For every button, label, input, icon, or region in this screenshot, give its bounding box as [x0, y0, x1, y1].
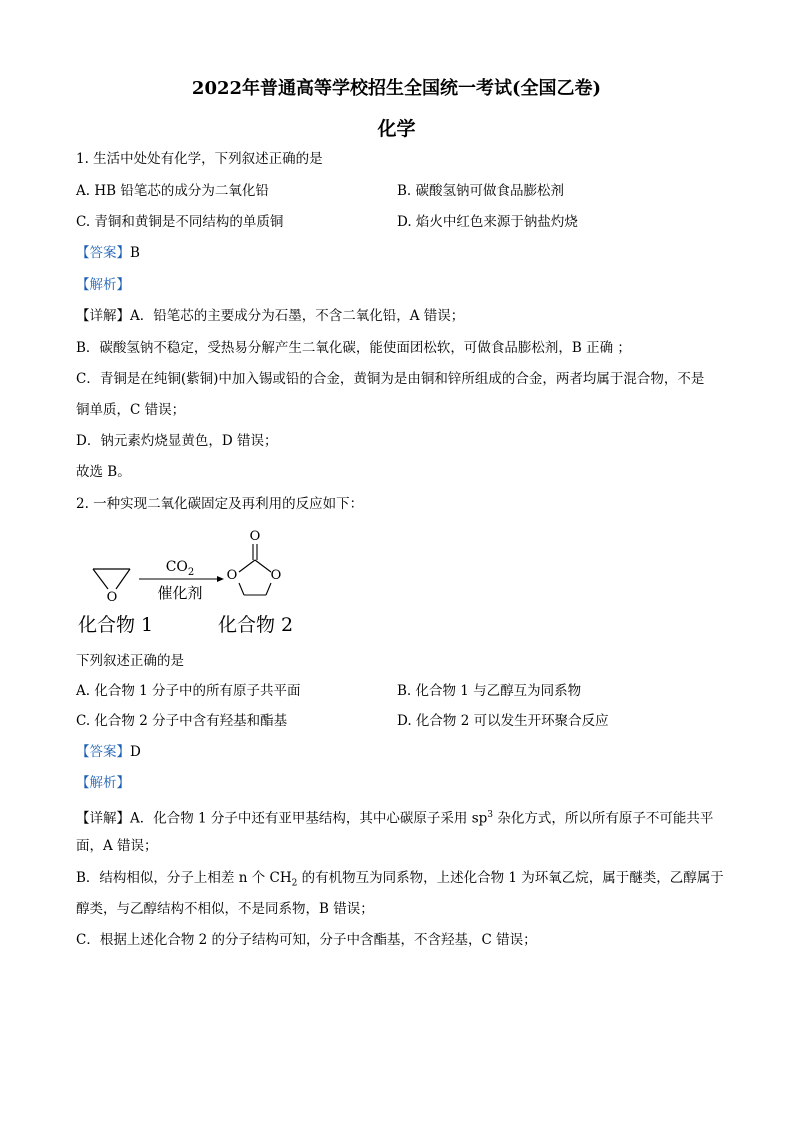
detail-tag: 【详解】	[76, 308, 130, 324]
q2-option-d: D. 化合物 2 可以发生开环聚合反应	[397, 713, 609, 729]
reagent-co2: $CO_2$	[165, 559, 195, 578]
ring-oxygen-right: O	[270, 568, 282, 583]
reaction-diagram	[76, 527, 316, 637]
q1-detail-b: B．碳酸氢钠不稳定，受热易分解产生二氧化碳，能使面团松软，可做食品膨松剂，B 正确 ；	[76, 340, 631, 356]
detail-tag: 【详解】	[76, 810, 130, 827]
q1-conclusion: 故选 B。	[76, 464, 131, 480]
q2-detail-a2: 面，A 错误；	[76, 838, 158, 854]
q1-option-c: C. 青铜和黄铜是不同结构的单质铜	[76, 214, 284, 230]
answer-value: B	[130, 245, 140, 261]
reagent-catalyst: 催化剂	[157, 584, 203, 602]
q1-option-b: B. 碳酸氢钠可做食品膨松剂	[397, 183, 565, 199]
subject-title: 化学	[377, 118, 416, 140]
q1-detail-c2: 铜单质，C 错误；	[76, 402, 186, 418]
compound2-structure	[227, 529, 282, 595]
q1-detail-a: 【详解】A．铅笔芯的主要成分为石墨，不含二氧化铅，A 错误；	[76, 308, 465, 324]
q1-option-d: D. 焰火中红色来源于钠盐灼烧	[397, 214, 578, 230]
q2-detail-b1: B．结构相似，分子上相差 n 个 $CH_2$ 的有机物互为同系物，上述化合物 1 为环氧乙烷，属于醚类，乙醇属于	[76, 870, 724, 889]
carbonyl-oxygen: O	[249, 529, 261, 544]
epoxide-oxygen: O	[106, 590, 118, 605]
ring-oxygen-left: O	[226, 568, 238, 583]
compound2-label: 化合物 2	[218, 614, 294, 636]
reaction-arrow	[139, 559, 224, 602]
q1-analysis-heading	[76, 276, 130, 294]
q2-detail-b2: 醇类，与乙醇结构不相似，不是同系物，B 错误；	[76, 901, 374, 917]
q2-answer	[76, 743, 141, 761]
q1-detail-d: D．钠元素灼烧显黄色，D 错误；	[76, 433, 278, 449]
analysis-tag: 【解析】	[76, 775, 130, 791]
q1-stem: 1. 生活中处处有化学，下列叙述正确的是	[76, 151, 323, 167]
exam-title: 2022年普通高等学校招生全国统一考试(全国乙卷)	[191, 78, 602, 99]
answer-value: D	[130, 744, 141, 760]
q2-stem: 2. 一种实现二氧化碳固定及再利用的反应如下：	[76, 496, 364, 512]
q1-answer	[76, 244, 140, 262]
compound1-label: 化合物 1	[78, 614, 154, 636]
answer-tag: 【答案】	[76, 245, 130, 261]
q2-option-b: B. 化合物 1 与乙醇互为同系物	[397, 683, 582, 699]
q1-detail-c1: C．青铜是在纯铜(紫铜)中加入锡或铅的合金，黄铜为是由铜和锌所组成的合金，两者均属于混合物，不是	[76, 371, 705, 387]
q2-option-a: A. 化合物 1 分子中的所有原子共平面	[76, 683, 301, 699]
q2-detail-c: C．根据上述化合物 2 的分子结构可知，分子中含酯基，不含羟基，C 错误；	[76, 932, 537, 948]
analysis-tag: 【解析】	[76, 277, 130, 293]
q2-detail-a1: 【详解】A．化合物 1 分子中还有亚甲基结构，其中心碳原子采用 $sp^3$ 杂化方式，所以所有原子不可能共平	[76, 810, 714, 827]
q2-analysis-heading	[76, 774, 130, 792]
q2-question: 下列叙述正确的是	[76, 653, 184, 669]
answer-tag: 【答案】	[76, 744, 130, 760]
compound1-structure	[93, 569, 130, 605]
q1-option-a: A. HB 铅笔芯的成分为二氧化铅	[76, 183, 269, 199]
q2-option-c: C. 化合物 2 分子中含有羟基和酯基	[76, 713, 288, 729]
